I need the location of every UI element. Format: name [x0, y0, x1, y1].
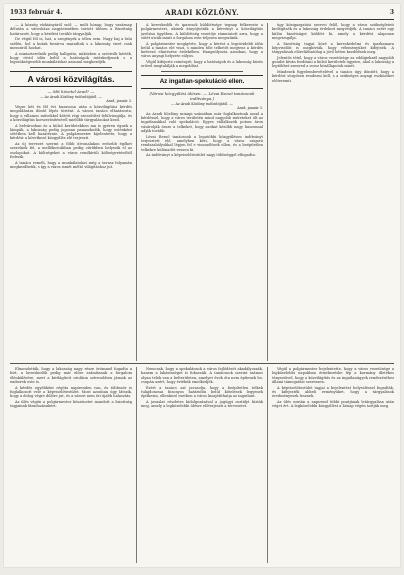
article-byline: — Az Aradi Közlöny tudósítójától. —: [40, 94, 102, 99]
column-rule: [267, 367, 268, 563]
article-text: [10, 105, 132, 169]
column-3-top: [272, 23, 394, 361]
column-rule: [136, 23, 137, 361]
paragraph: ügy közigazgatási szervei felől, hogy a város szükségleteit kielégítsék és a lakosság érdekeit megvédjék. A tanács ezért egy külön bizottságot küldött ki, amely a kérdést alaposan megvizsgálja.: [272, 23, 394, 40]
paragraph: A képviselőtestület tagjai a bejelentést helyesléssel fogadták, és kifejezték abbeli reményüket, hogy a tárgyalások eredményesek lesznek.: [272, 385, 394, 399]
paragraph: Nemcsak, hogy a spekulánsok a város fejlődését akadályozzák, hanem a lakásínséget is fokozzák. A tanácsnok szerint számos olyan telek van a belterületen, amelyet évek óta nem építenek be, csupán azért, hogy értékük emelkedjék.: [141, 367, 263, 384]
paragraph: A miniszterelnök pedig hallgatta, miközben a szóvivők kérték, hogy rövid időn belül a hatóságok intézkedjenek s a legszükségesebb munkálatokat azonnal megkezdjék.: [10, 51, 132, 65]
paragraph: De végül föl is, hat, a szegények a télen sem. Nagy baj a falu szélén, hol a kutak bezárva maradtak s a lakosság vizet csak messziről hozhat.: [10, 37, 132, 50]
paragraph: A javaslat részletes kidolgozásával a jogügyi osztályt bízták meg, amely a legközelebbi ülésre előterjeszti a tervezetet.: [141, 399, 263, 409]
column-1-bottom: [10, 367, 132, 563]
article-subtitle: (Városi közgyűlési ülésen. — Lévai Rezső tanácsnok indítványa.): [149, 90, 255, 101]
column-rule: [267, 23, 268, 361]
paragraph: Végül a polgármester bejelentette, hogy a város vezetősége a legközelebbi napokban érintkezésbe lép a kormány illetékes tényezőivel, hogy a közvilágítás és az ingatlanügyek rendezéséhez állami támogatást szerezzen.: [272, 367, 394, 384]
paragraph: Az indítványt a képviselőtestület nagy többséggel elfogadta.: [146, 153, 256, 158]
paragraph: A polgármester megígérte, hogy a kérést a legrövidebb időn belül a tanács elé viszi, s minden tőle telhetőt megtesz a kérdés kedvező elintézése érdekében. Hangsúlyozta azonban, hogy a város anyagi helyzete súlyos.: [141, 41, 263, 59]
page-header: [10, 7, 394, 20]
issue-date: 1933 február 4.: [10, 9, 63, 16]
paragraph: Az Aradi Közlöny minapi számában már foglalkoztunk azzal a kérdéssel, hogy a város területén mind nagyobb méreteket ölt az ingatlanokkal való spekuláció. Egyes vállalkozók potom áron vásárolják össze a telkeket, hogy azokat később nagy haszonnal adják tovább.: [141, 111, 263, 133]
column-2-bottom: [141, 367, 263, 563]
column-3-bottom: [272, 367, 394, 563]
article-divider: [30, 67, 112, 68]
column-rule: [136, 367, 137, 563]
article-subtitle: — Mit követel Arad? —: [47, 88, 95, 94]
paragraph: A bizottság tagjai közé a kereskedelmi és iparkamara képviselőit is meghívták, hogy véleményüket kifejtsék. A tárgyalások előreláthatólag a jövő héten kezdődnek meg.: [272, 41, 394, 55]
paragraph: Az új tervezet szerint a főbb útvonalakon erősebb égőket szerelnek fel, a mellékutcákban pedig sűrűbben helyezik el az oszlopokat. A költségeket a város rendkívüli költségvetéséből fedezik.: [10, 142, 132, 160]
paragraph: Jelentős tétel, hogy a város vezetősége az eddigieknél nagyobb gondot kíván fordítani a külső kerületek ügyeire, ahol a lakosság a legtöbbet szenved a rossz közállapotok miatt.: [272, 55, 394, 69]
paragraph: Elmondották, hogy a lakosság nagy része örömmel fogadta a hírt, a kereskedők pedig már előre számítanak a forgalom élénkülésére, mert a kivilágított utcákon szívesebben járnak az emberek este is.: [10, 367, 132, 384]
paragraph: Az ülés ezután a napirend többi pontjának letárgyalása után véget ért. A legközelebbi közgyűlést a hónap végén tartják meg.: [272, 399, 394, 409]
newspaper-name: ARADI KÖZLÖNY.: [165, 8, 239, 17]
article-byline: — Az Aradi Közlöny tudósítójától. —: [171, 101, 233, 106]
page-number: 3: [389, 9, 394, 16]
article-text: [10, 367, 132, 408]
paragraph: Ezért a tanács azt javasolja, hogy a beépítetlen telkek tulajdonosai bizonyos határidőn belül kötelesek legyenek építkezni, ellenkező esetben a város kisajátíthatja az ingatlant.: [141, 385, 263, 399]
paragraph: Végül kifejezte reményét, hogy a hatóságok és a lakosság közös erővel megtalálják a megoldást.: [141, 60, 263, 69]
article-heading-box: [141, 75, 263, 89]
article-dateline: Arad, január 3.: [237, 106, 263, 111]
newspaper-page: [4, 4, 400, 567]
paragraph: Az ülés végén a polgármester köszönetet mondott a bizottság tagjainak fáradozásukért.: [10, 399, 132, 409]
paragraph: A kérdés egyébként régóta napirenden van, és többször is foglalkozott vele a képviselőtestület. Most azonban úgy látszik, hogy a dolog végre dűlőre jut, és a várost nem éri újabb halasztás.: [10, 385, 132, 399]
column-1-top: [10, 23, 132, 361]
paragraph: Végre két és fél évi huzavona után a közvilágítási kérdés megoldására döntő lépés történt. A városi tanács elhatározta, hogy a villamos művekkel kötött régi szerződést felülvizsgálja, és a közvilágítás korszerűsítéséről mielőbb tárgyalásokat kezd.: [10, 104, 132, 122]
article-heading-box: [10, 71, 132, 87]
article-text: [272, 23, 394, 83]
paragraph: A kereskedők és iparosok küldöttsége tegnap felkereste a polgármestert, akinek átnyújtották a kérvényt a közvilágítás javítása ügyében. A küldöttség vezetője rámutatott arra, hogy a sötét utcák miatt a forgalom este teljesen megszűnik.: [141, 23, 263, 40]
paragraph: — A község vízhiányáról szól: — múlt hónap, hogy vasárnap délután a városháza nagytermében tartott ülésen a Bizottság határozott, hogy a kérdést tovább tárgyalják.: [10, 23, 132, 36]
article-divider: [161, 71, 243, 72]
article-text: [272, 367, 394, 408]
article-text: [141, 367, 263, 408]
paragraph: Mindezek figyelembevételével a tanács úgy döntött, hogy a kérdést sürgősen rendezni kell, s a szükséges anyagi eszközöket előteremti.: [272, 70, 394, 83]
article-title: A városi közvilágítás.: [27, 73, 115, 84]
paragraph: A tanács reméli, hogy a munkálatokat még a tavasz folyamán megkezdhetik, s így a város ismét méltó világításhoz jut.: [10, 160, 132, 169]
article-text: [141, 23, 263, 69]
article-text: [141, 112, 263, 158]
section-rule: [10, 363, 394, 364]
article-dateline: Arad, január 3.: [106, 99, 132, 104]
paragraph: Lévai Rezső tanácsnok a legutóbbi közgyűlésen indítványt terjesztett elő, amelyben kéri, hogy a város szigorú rendszabályokkal lépjen fel e visszaélések ellen, és a beépítetlen telkekre különadót vessen ki.: [141, 134, 263, 152]
article-text: [10, 23, 132, 64]
paragraph: A belvárosban és a külső kerületekben ma is gyéren égnek a lámpák, a lakosság pedig jogosan panaszkodik, hogy esténként sötétben kell hazatérnie. A polgármester kijelentette, hogy a kérdést a következő közgyűlés elé terjeszti.: [10, 123, 132, 141]
column-2-top: [141, 23, 263, 361]
article-title: Az ingatlan-spekuláció ellen.: [159, 78, 245, 86]
